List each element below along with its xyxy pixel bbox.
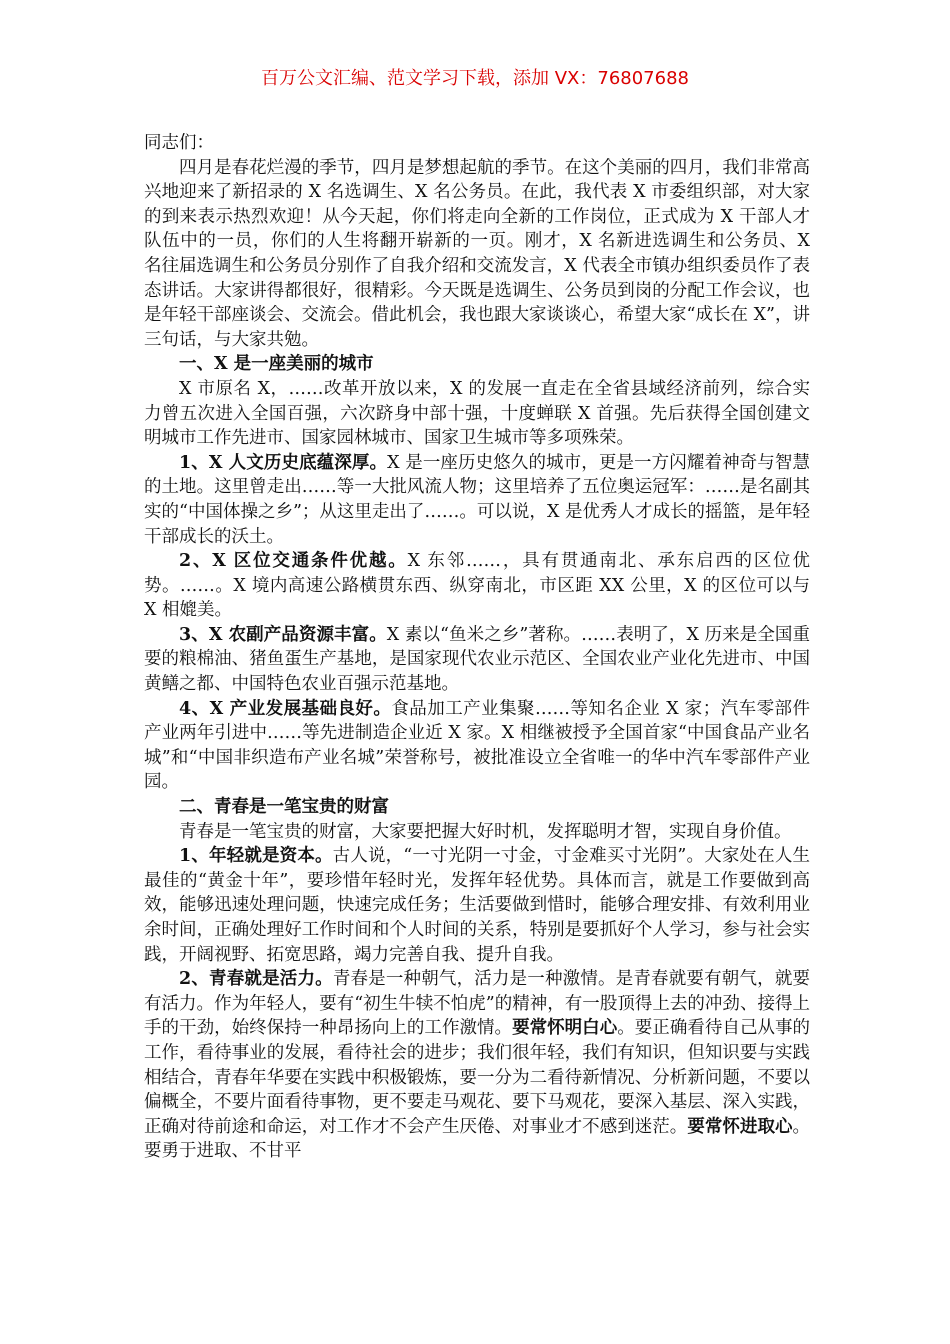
emphasis-progress-mind: 要常怀进取心 [687,1116,793,1137]
subheading-industry: 4、X 产业发展基础良好。 [179,698,392,719]
subheading-culture: 1、X 人文历史底蕴深厚。 [179,452,388,473]
text-culture: X 是一座历史悠久的城市，更是一方闪耀着神奇与智慧的土地。这里曾走出……等一大批风流人物；这里培养了五位奥运冠军：……是名副其实的“中国体操之乡”；从这里走出了……。可以说，X 是优秀人才成长的摇篮，是年轻干部成长的沃土。 [144,452,810,547]
subheading-transport: 2、X 区位交通条件优越。 [179,551,408,572]
text-youth-vitality-c: 。要勇于进取、不甘平 [144,1116,811,1162]
page-header-banner: 百万公文汇编、范文学习下载，添加 VX：76807688 [261,68,689,89]
text-youth-vitality-a: 青春是一种朝气，活力是一种激情。是青春就要有朝气，就要有活力。作为年轻人，要有“初生牛犊不怕虎”的精神，有一股顶得上去的冲劲、接得上手的干劲，始终保持一种昂扬向上的工作激情。 [144,969,810,1039]
subheading-youth-capital: 1、年轻就是资本。 [179,846,333,867]
salutation: 同志们： [144,133,214,153]
subheading-youth-vitality: 2、青春就是活力。 [179,969,333,990]
paragraph-agriculture [144,623,810,697]
paragraph-youth-capital [144,844,810,967]
text-transport: X 东邻……，具有贯通南北、承东启西的区位优势。……。X 境内高速公路横贯东西、纵穿南北，市区距 XX 公里，X 的区位可以与 X 相媲美。 [144,551,810,621]
paragraph-youth-vitality [144,967,810,1164]
paragraph-transport [144,549,810,623]
text-youth-capital: 古人说，“一寸光阴一寸金，寸金难买寸光阴”。大家处在人生最佳的“黄金十年”，要珍惜年轻时光，发挥年轻优势。具体而言，就是工作要做到高效，能够迅速处理问题，快速完成任务；生活要做到惜时，能够合理安排、有效利用业余时间，正确处理好工作时间和个人时间的关系，特别是要抓好个人学习，参与社会实践，开阔视野、拓宽思路，竭力完善自我、提升自我。 [144,846,810,965]
document-body [144,131,810,1164]
emphasis-clear-mind: 要常怀明白心 [512,1018,618,1039]
paragraph-youth-intro: 青春是一笔宝贵的财富，大家要把握大好时机，发挥聪明才智，实现自身价值。 [179,821,792,842]
section-heading-2: 二、青春是一笔宝贵的财富 [179,797,389,818]
text-industry: 食品加工产业集聚……等知名企业 X 家；汽车零部件产业两年引进中……等先进制造企业近 X 家。X 相继被授予全国首家“中国食品产业名城”和“中国非织造布产业名城”荣誉称号，被批准设立全省唯一的华中汽车零部件产业园。 [144,698,810,793]
paragraph-city-overview: X 市原名 X，……改革开放以来，X 的发展一直走在全省县域经济前列，综合实力曾五次进入全国百强，六次跻身中部十强，十度蝉联 X 首强。先后获得全国创建文明城市工作先进市、国家园林城市、国家卫生城市等多项殊荣。 [144,378,810,449]
text-youth-vitality-b: 。要正确看待自己从事的工作，看待事业的发展，看待社会的进步；我们很年轻，我们有知识，但知识要与实践相结合，青春年华要在实践中积极锻炼，要一分为二看待新情况、分析新问题，不要以偏概全，不要片面看待事物，更不要走马观花、要下马观花，要深入基层、深入实践，正确对待前途和命运，对工作才不会产生厌倦、对事业才不感到迷茫。 [144,1018,811,1137]
paragraph-intro: 四月是春花烂漫的季节，四月是梦想起航的季节。在这个美丽的四月，我们非常高兴地迎来了新招录的 X 名选调生、X 名公务员。在此，我代表 X 市委组织部，对大家的到来表示热烈欢迎！从今天起，你们将走向全新的工作岗位，正式成为 X 干部人才队伍中的一员，你们的人生将翻开崭新的一页。刚才，X 名新进选调生和公务员、X 名往届选调生和公务员分别作了自我介绍和交流发言，X 代表全市镇办组织委员作了表态讲话。大家讲得都很好，很精彩。今天既是选调生、公务员到岗的分配工作会议，也是年轻干部座谈会、交流会。借此机会，我也跟大家谈谈心，希望大家“成长在 X”，讲三句话，与大家共勉。 [144,157,810,350]
text-agriculture: X 素以“鱼米之乡”著称。……表明了，X 历来是全国重要的粮棉油、猪鱼蛋生产基地，是国家现代农业示范区、全国农业产业化先进市、中国黄鳝之都、中国特色农业百强示范基地。 [144,624,810,695]
section-heading-1: 一、X 是一座美丽的城市 [179,354,374,375]
subheading-agriculture: 3、X 农副产品资源丰富。 [179,624,387,645]
paragraph-industry [144,697,810,795]
paragraph-culture [144,451,810,549]
